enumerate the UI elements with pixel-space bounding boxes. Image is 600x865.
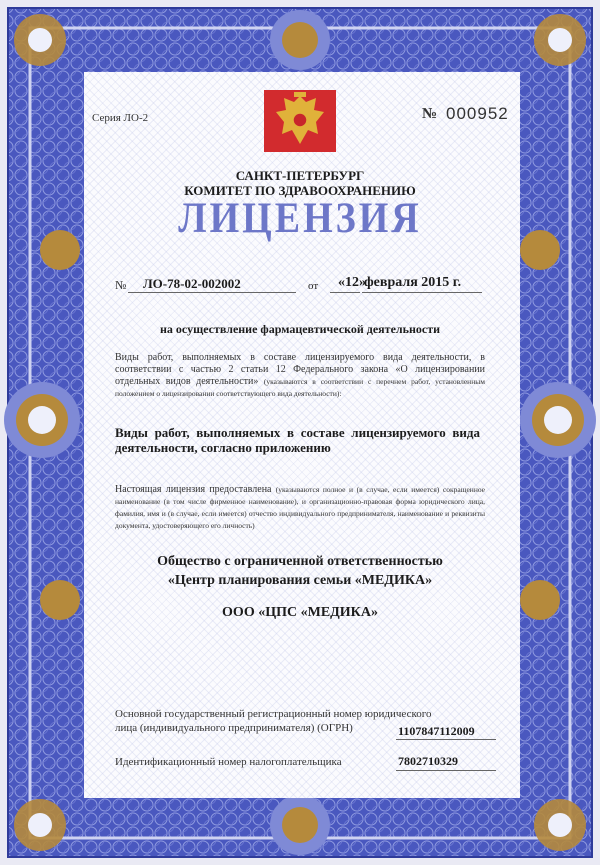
issuer-city: САНКТ-ПЕТЕРБУРГ	[235, 168, 365, 183]
license-day: «12»	[338, 275, 366, 290]
series-label: Серия ЛО-2	[92, 112, 149, 124]
granted-label: Настоящая лицензия предоставлена	[115, 484, 272, 495]
date-from-label: от	[308, 280, 319, 292]
inn-label: Идентификационный номер налогоплательщика	[115, 756, 342, 768]
document-title: ЛИЦЕНЗИЯ	[178, 193, 422, 243]
inn-value: 7802710329	[398, 754, 458, 768]
works-intro	[115, 352, 485, 400]
license-number: ЛО-78-02-002002	[143, 276, 241, 291]
organization-full-line1: Общество с ограниченной ответственностью	[157, 554, 443, 569]
license-month-year: февраля 2015 г.	[364, 275, 462, 290]
coat-of-arms-icon	[264, 90, 336, 152]
organization-full-line2: «Центр планирования семьи «МЕДИКА»	[167, 573, 433, 588]
license-purpose: на осуществление фармацевтической деятельности	[159, 322, 441, 336]
organization-short: ООО «ЦПС «МЕДИКА»	[222, 605, 378, 620]
granted-block	[115, 484, 485, 532]
works-description: Виды работ, выполняемых в составе лицензируемого вида деятельности, согласно приложению	[115, 425, 480, 455]
ogrn-label-line1: Основной государственный регистрационный номер юридического	[115, 708, 432, 720]
issuer-committee: КОМИТЕТ ПО ЗДРАВООХРАНЕНИЮ	[184, 183, 416, 198]
works-intro-text: Виды работ, выполняемых в составе лицензируемого вида деятельности, в соответствии с частью 2 статьи 12 Федерального закона «О лицензировании отдельных видов деятельности»	[115, 352, 485, 387]
works-intro-note: (указываются в соответствии с перечнем работ, установленным положением о лицензировании соответствующего вида деятельности):	[115, 377, 485, 398]
license-number-sign: №	[115, 278, 127, 292]
ogrn-value: 1107847112009	[398, 724, 475, 738]
ogrn-label-line2: лица (индивидуального предпринимателя) (ОГРН)	[115, 722, 353, 734]
number-sign: №	[422, 106, 438, 122]
granted-note: (указываются полное и (в случае, если имеется) сокращенное наименование (в том числе фирменное наименование), и организационно-правовая форма юридического лица, фамилия, имя и (в случае, если имеется) отчество индивидуального предпринимателя, наименование и реквизиты документа, удостоверяющего его личность)	[115, 485, 486, 530]
form-number: 000952	[446, 104, 509, 123]
